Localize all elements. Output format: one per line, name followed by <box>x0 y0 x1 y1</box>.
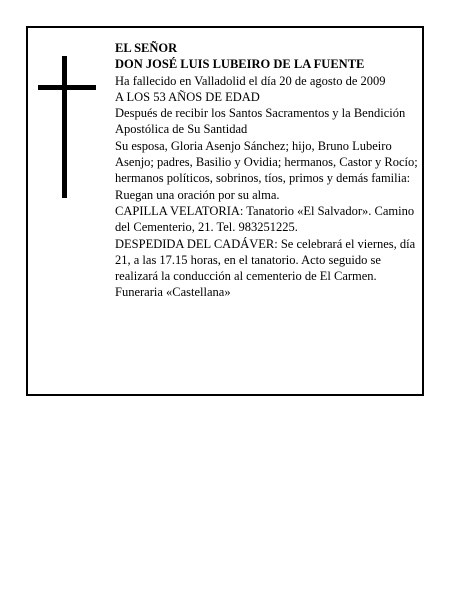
prayer-request: Ruegan una oración por su alma. <box>115 187 280 202</box>
deceased-honorific: EL SEÑOR <box>115 41 178 55</box>
obituary-text <box>115 40 421 301</box>
sacraments-text: Después de recibir los Santos Sacramentos y la Bendición Apostólica de Su Santidad <box>115 106 406 137</box>
chapel-info: CAPILLA VELATORIA: Tanatorio «El Salvador». Camino del Cementerio, 21. Tel. 983251225. <box>115 203 415 235</box>
deceased-name: DON JOSÉ LUIS LUBEIRO DE LA FUENTE <box>115 57 365 72</box>
cross-horizontal-bar <box>38 85 96 90</box>
family-list: Su esposa, Gloria Asenjo Sánchez; hijo, Bruno Lubeiro Asenjo; padres, Basilio y Ovidia; hermanos, Castor y Rocío; hermanos políticos, sobrinos, tíos, primos y demás familia: <box>115 138 418 186</box>
age-at-death: A LOS 53 AÑOS DE EDAD <box>115 89 260 104</box>
obituary-notice <box>26 26 424 396</box>
latin-cross-icon <box>36 56 96 198</box>
funeral-home: Funeraria «Castellana» <box>115 285 231 300</box>
farewell-info: DESPEDIDA DEL CADÁVER: Se celebrará el viernes, día 21, a las 17.15 horas, en el tanatorio. Acto seguido se realizará la conducción al cementerio de El Carmen. <box>115 236 416 284</box>
death-info: Ha fallecido en Valladolid el día 20 de agosto de 2009 <box>115 73 386 88</box>
cross-vertical-bar <box>62 56 67 198</box>
